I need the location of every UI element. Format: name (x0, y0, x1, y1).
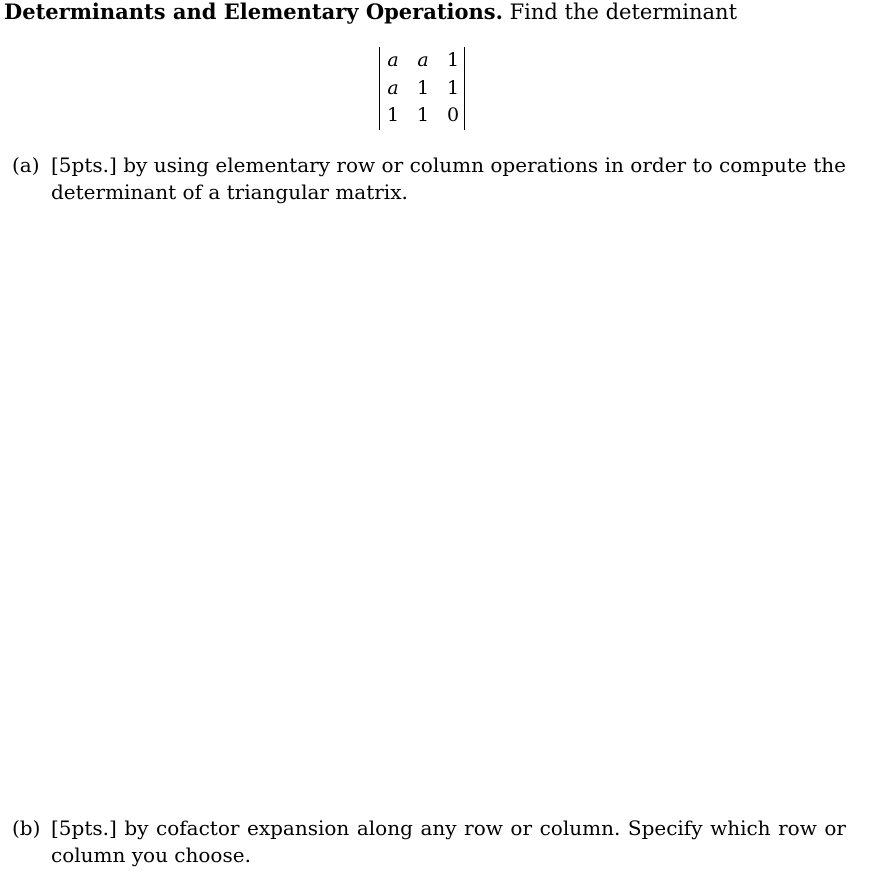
matrix-cell-r3c2: 1 (416, 104, 430, 126)
matrix-cell-r3c1: 1 (386, 104, 400, 126)
part-b-text: [5pts.] by cofactor expansion along any row or column. Specify which row or column you choose. (51, 816, 846, 867)
matrix-cell-r2c1: a (387, 77, 399, 99)
part-a-text: [5pts.] by using elementary row or column operations in order to compute the determinant of a triangular matrix. (51, 153, 846, 204)
part-b-label: (b) (12, 816, 41, 840)
part-b (12, 815, 846, 869)
matrix-cell-r1c3: 1 (446, 49, 460, 71)
part-a (12, 152, 846, 206)
matrix-cell-r2c2: 1 (416, 77, 430, 99)
determinant-matrix (379, 47, 465, 130)
matrix-cell-r2c3: 1 (446, 77, 460, 99)
matrix-cell-r1c2: a (417, 49, 429, 71)
problem-title: Determinants and Elementary Operations. (4, 0, 503, 24)
problem-heading (4, 0, 737, 24)
part-a-label: (a) (12, 153, 40, 177)
matrix-cell-r3c3: 0 (446, 104, 460, 126)
problem-instruction: Find the determinant (509, 0, 738, 24)
matrix-cell-r1c1: a (387, 49, 399, 71)
